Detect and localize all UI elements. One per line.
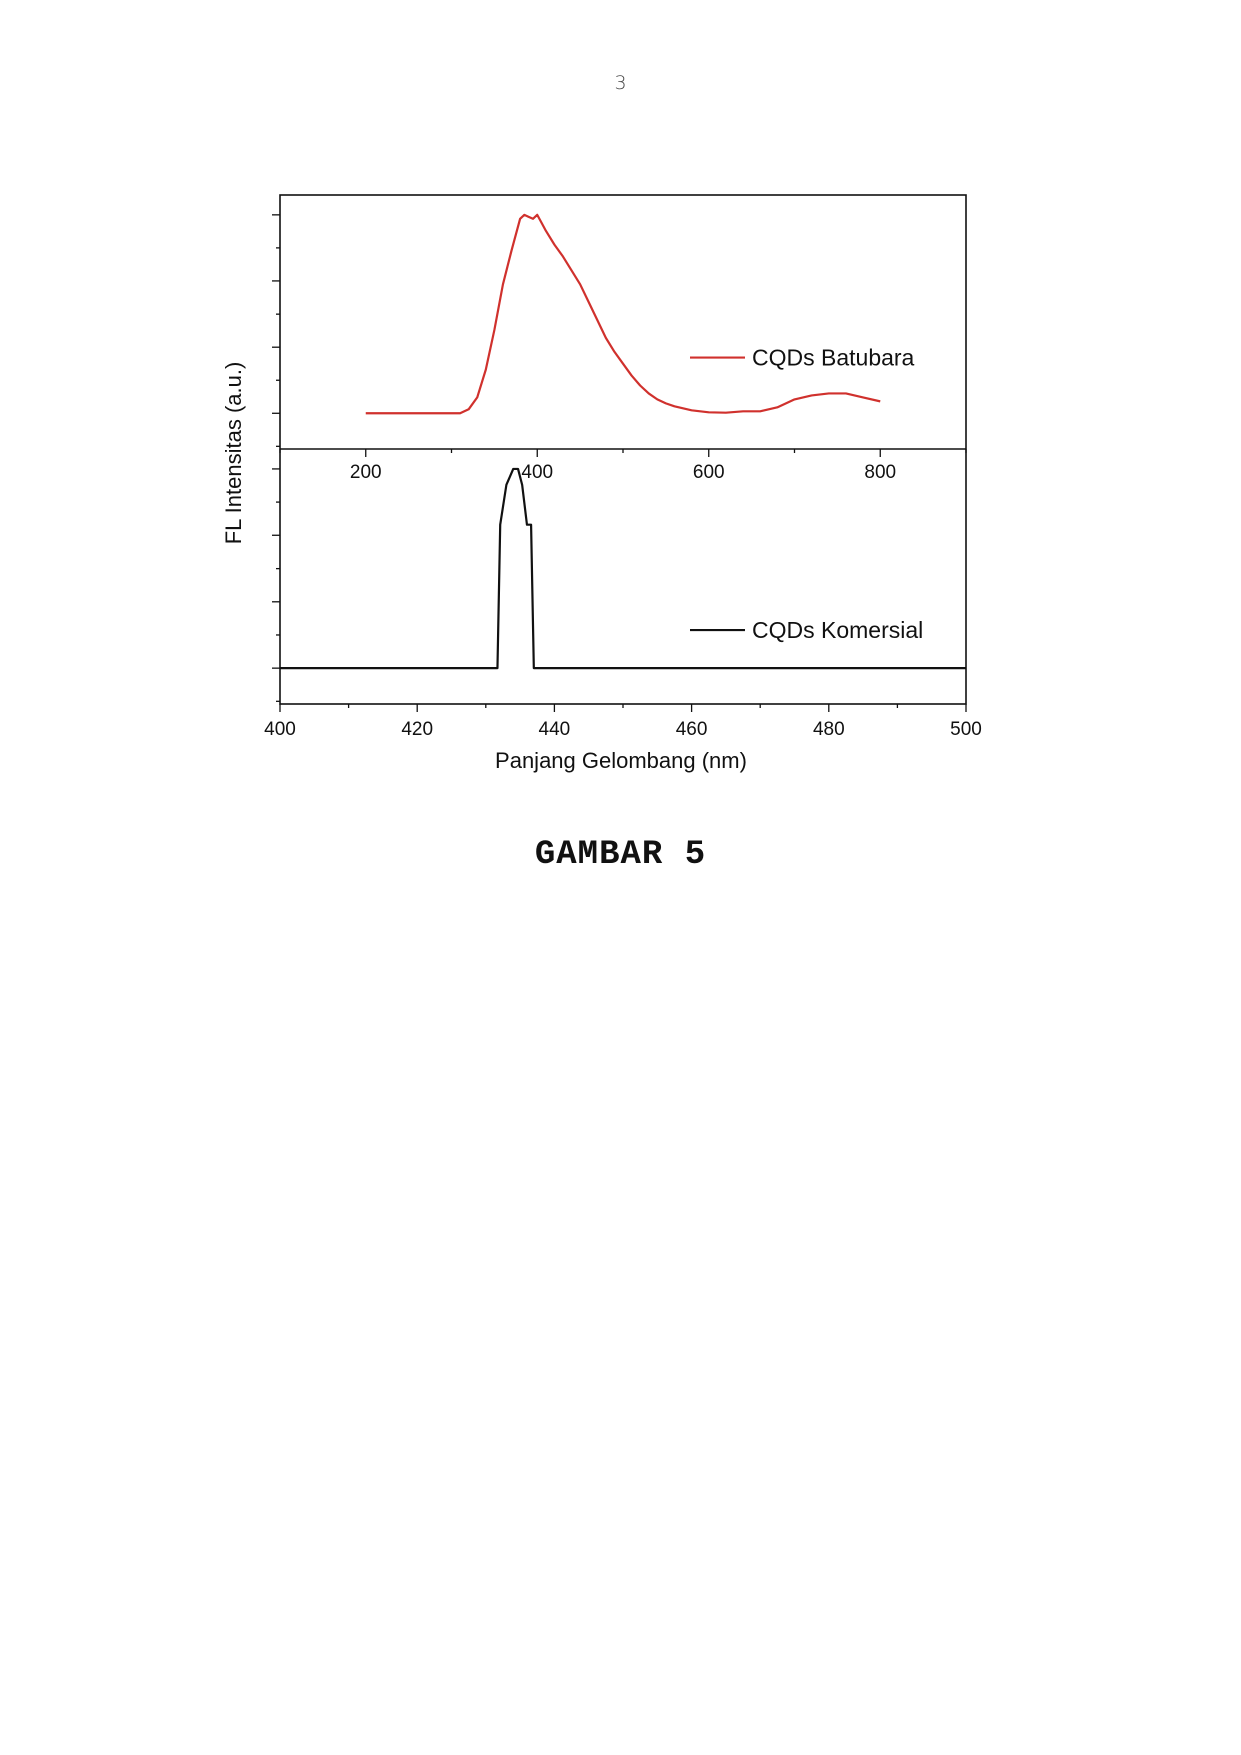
y-axis-title: FL Intensitas (a.u.)	[221, 361, 246, 545]
x-tick-label: 420	[401, 719, 434, 740]
x-tick-label: 600	[692, 462, 725, 483]
legend-label: CQDs Batubara	[752, 344, 915, 371]
x-tick-label: 480	[812, 719, 845, 740]
series-line	[366, 215, 881, 413]
bottom-panel	[264, 469, 982, 740]
x-tick-label: 400	[521, 462, 554, 483]
page-number: 3	[614, 72, 627, 94]
x-tick-label: 500	[950, 719, 982, 740]
x-tick-label: 400	[264, 719, 296, 740]
legend-label: CQDs Komersial	[752, 617, 924, 644]
x-tick-label: 800	[864, 462, 897, 483]
x-tick-label: 440	[538, 719, 571, 740]
figure-caption: GAMBAR 5	[534, 836, 707, 874]
x-tick-label: 460	[675, 719, 708, 740]
top-panel	[272, 215, 966, 483]
fluorescence-figure	[0, 0, 1241, 820]
x-tick-label: 200	[349, 462, 382, 483]
x-axis-title: Panjang Gelombang (nm)	[495, 748, 747, 773]
